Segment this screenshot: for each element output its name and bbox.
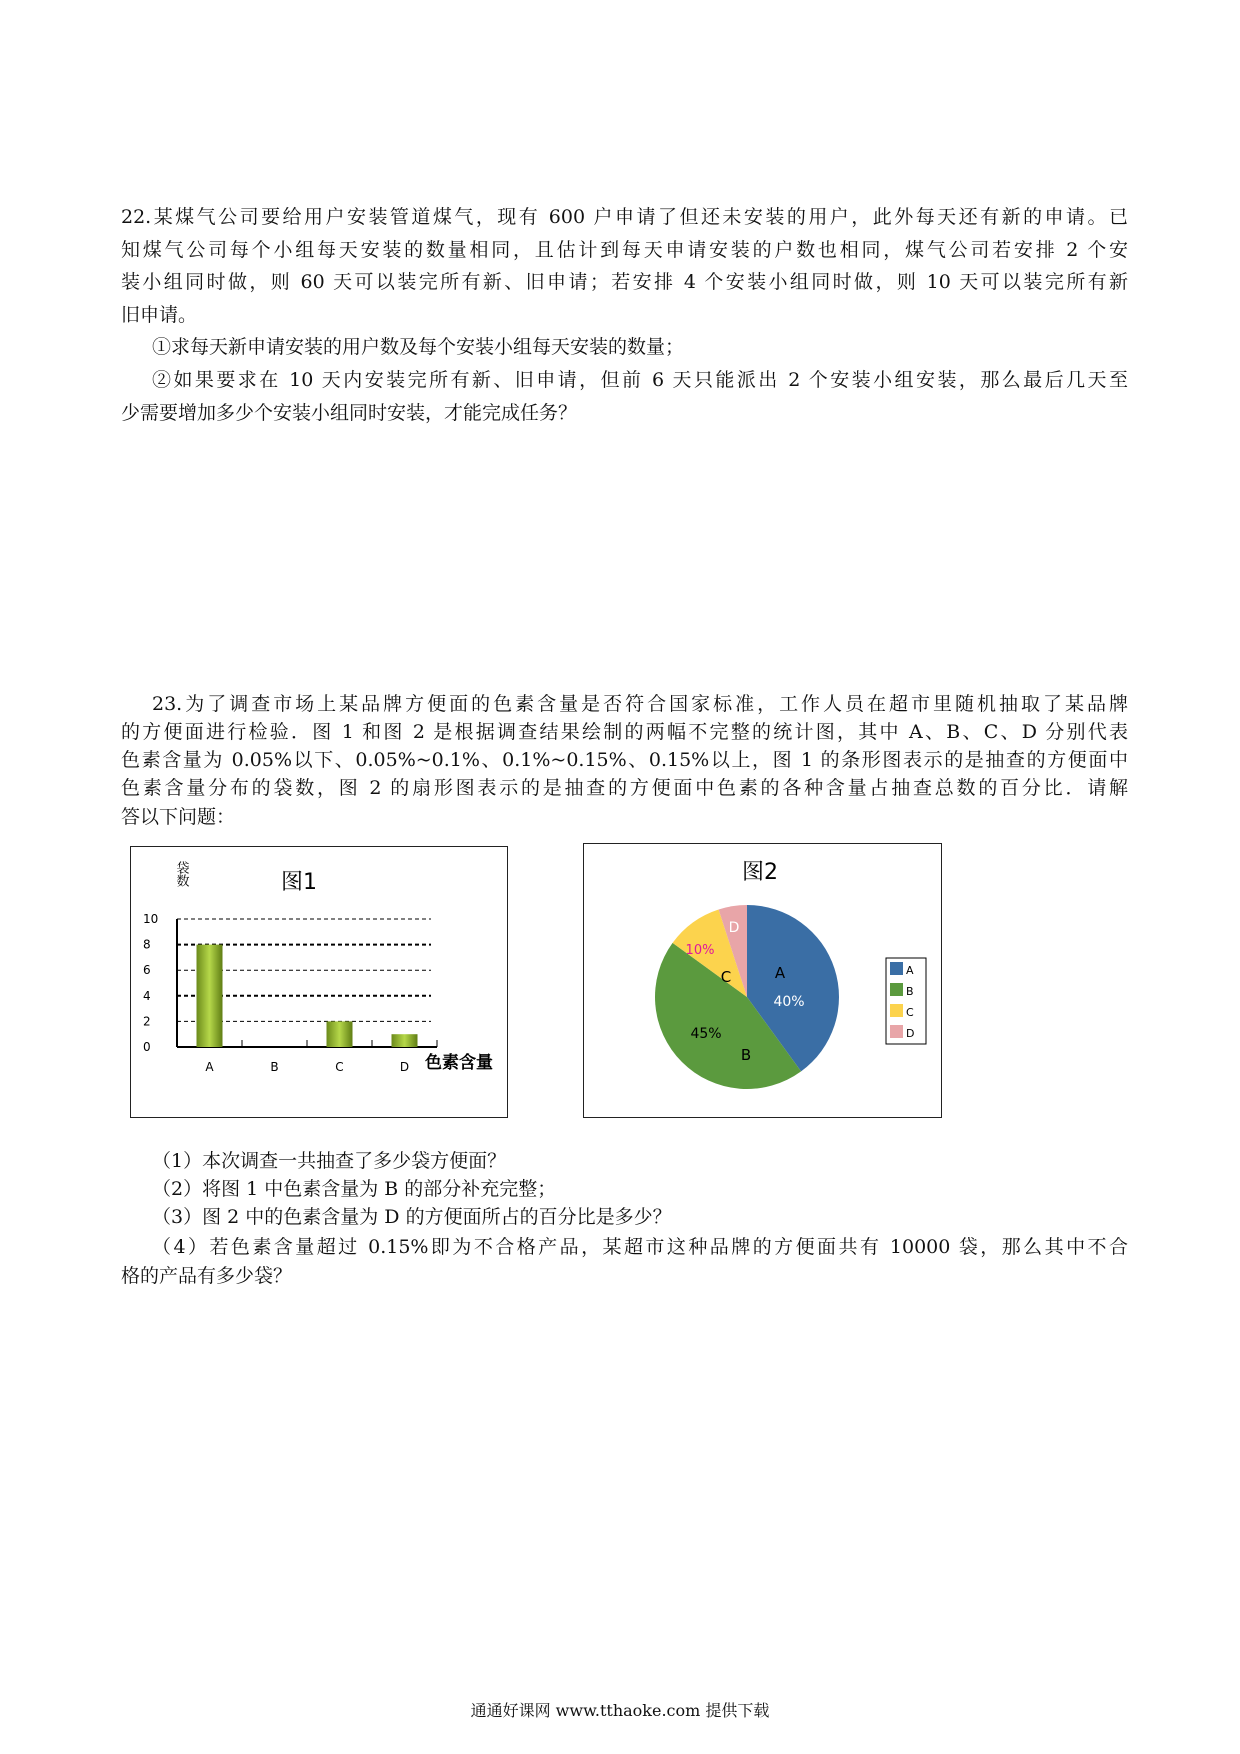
- footer: 通通好课网 www.tthaoke.com 提供下载: [470, 1701, 770, 1720]
- x-tick-label: D: [399, 1060, 410, 1074]
- legend-swatch-A: [890, 962, 903, 975]
- x-tick-label: B: [270, 1060, 279, 1074]
- q23-question: （4）若色素含量超过 0.15%即为不合格产品，某超市这种品牌的方便面共有 10000 袋，那么其中不合: [152, 1236, 1128, 1258]
- q22-line: 知煤气公司每个小组每天安装的数量相同，且估计到每天申请安装的户数也相同，煤气公司若安排 2 个安: [121, 239, 1128, 261]
- slice-value-B: 45%: [690, 1026, 722, 1042]
- y-tick-label: 2: [143, 1014, 151, 1029]
- y-axis-label: 袋数: [173, 861, 189, 887]
- chart-title: 图2: [742, 860, 778, 885]
- bar-A: [197, 945, 223, 1047]
- pie-chart-svg: [584, 844, 941, 1117]
- q23-line: 答以下问题：: [121, 806, 236, 828]
- q22-sub: ①求每天新申请安装的用户数及每个安装小组每天安装的数量；: [152, 336, 685, 358]
- legend-label: B: [906, 985, 914, 998]
- slice-label-B: B: [740, 1046, 752, 1064]
- q22-line: 装小组同时做，则 60 天可以装完所有新、旧申请；若安排 4 个安装小组同时做，则 10 天可以装完所有新: [121, 271, 1128, 293]
- q22-line: 22.某煤气公司要给用户安装管道煤气，现有 600 户申请了但还未安装的用户，此外每天还有新的申请。已: [121, 206, 1128, 228]
- bar-D: [392, 1034, 418, 1047]
- q23-line: 色素含量分布的袋数，图 2 的扇形图表示的是抽查的方便面中色素的各种含量占抽查总数的百分比．请解: [121, 777, 1128, 799]
- y-tick-label: 6: [143, 963, 151, 978]
- x-axis-label: 色素含量: [425, 1053, 493, 1073]
- slice-value-A: 40%: [773, 994, 805, 1010]
- legend-swatch-B: [890, 983, 903, 996]
- y-tick-label: 10: [143, 912, 159, 926]
- slice-label-C: C: [720, 968, 732, 986]
- q23-line: 色素含量为 0.05%以下、0.05%~0.1%、0.1%~0.15%、0.15%以上，图 1 的条形图表示的是抽查的方便面中: [121, 749, 1128, 771]
- slice-label-D: D: [728, 920, 740, 936]
- legend-label: D: [906, 1027, 915, 1040]
- figure-2-pie-chart: [583, 843, 942, 1118]
- bar-chart-svg: [131, 847, 507, 1117]
- x-tick-label: C: [335, 1060, 344, 1074]
- q23-line: 的方便面进行检验．图 1 和图 2 是根据调查结果绘制的两幅不完整的统计图，其中 A、B、C、D 分别代表: [121, 721, 1128, 743]
- q22-sub: ②如果要求在 10 天内安装完所有新、旧申请，但前 6 天只能派出 2 个安装小组安装，那么最后几天至: [152, 369, 1128, 391]
- figure-1-bar-chart: [130, 846, 508, 1118]
- q22-line: 旧申请。: [121, 304, 198, 326]
- y-tick-label: 0: [143, 1040, 151, 1054]
- q23-question: （3）图 2 中的色素含量为 D 的方便面所占的百分比是多少？: [152, 1206, 672, 1228]
- y-tick-label: 4: [143, 988, 151, 1003]
- q23-line: 23.为了调查市场上某品牌方便面的色素含量是否符合国家标准，工作人员在超市里随机抽取了某品牌: [152, 693, 1128, 715]
- q22-sub: 少需要增加多少个安装小组同时安装，才能完成任务？: [121, 402, 578, 424]
- legend-swatch-D: [890, 1025, 903, 1038]
- q23-question: 格的产品有多少袋？: [121, 1265, 293, 1287]
- slice-value-C: 10%: [685, 943, 715, 958]
- legend-label: C: [906, 1006, 914, 1019]
- y-tick-label: 8: [143, 937, 151, 952]
- chart-title: 图1: [281, 870, 317, 895]
- legend-label: A: [906, 964, 914, 977]
- slice-label-A: A: [774, 964, 786, 982]
- legend-swatch-C: [890, 1004, 903, 1017]
- bar-C: [327, 1021, 353, 1047]
- q23-question: （1）本次调查一共抽查了多少袋方便面？: [152, 1150, 507, 1172]
- q23-question: （2）将图 1 中色素含量为 B 的部分补充完整；: [152, 1178, 557, 1200]
- x-tick-label: A: [205, 1060, 214, 1074]
